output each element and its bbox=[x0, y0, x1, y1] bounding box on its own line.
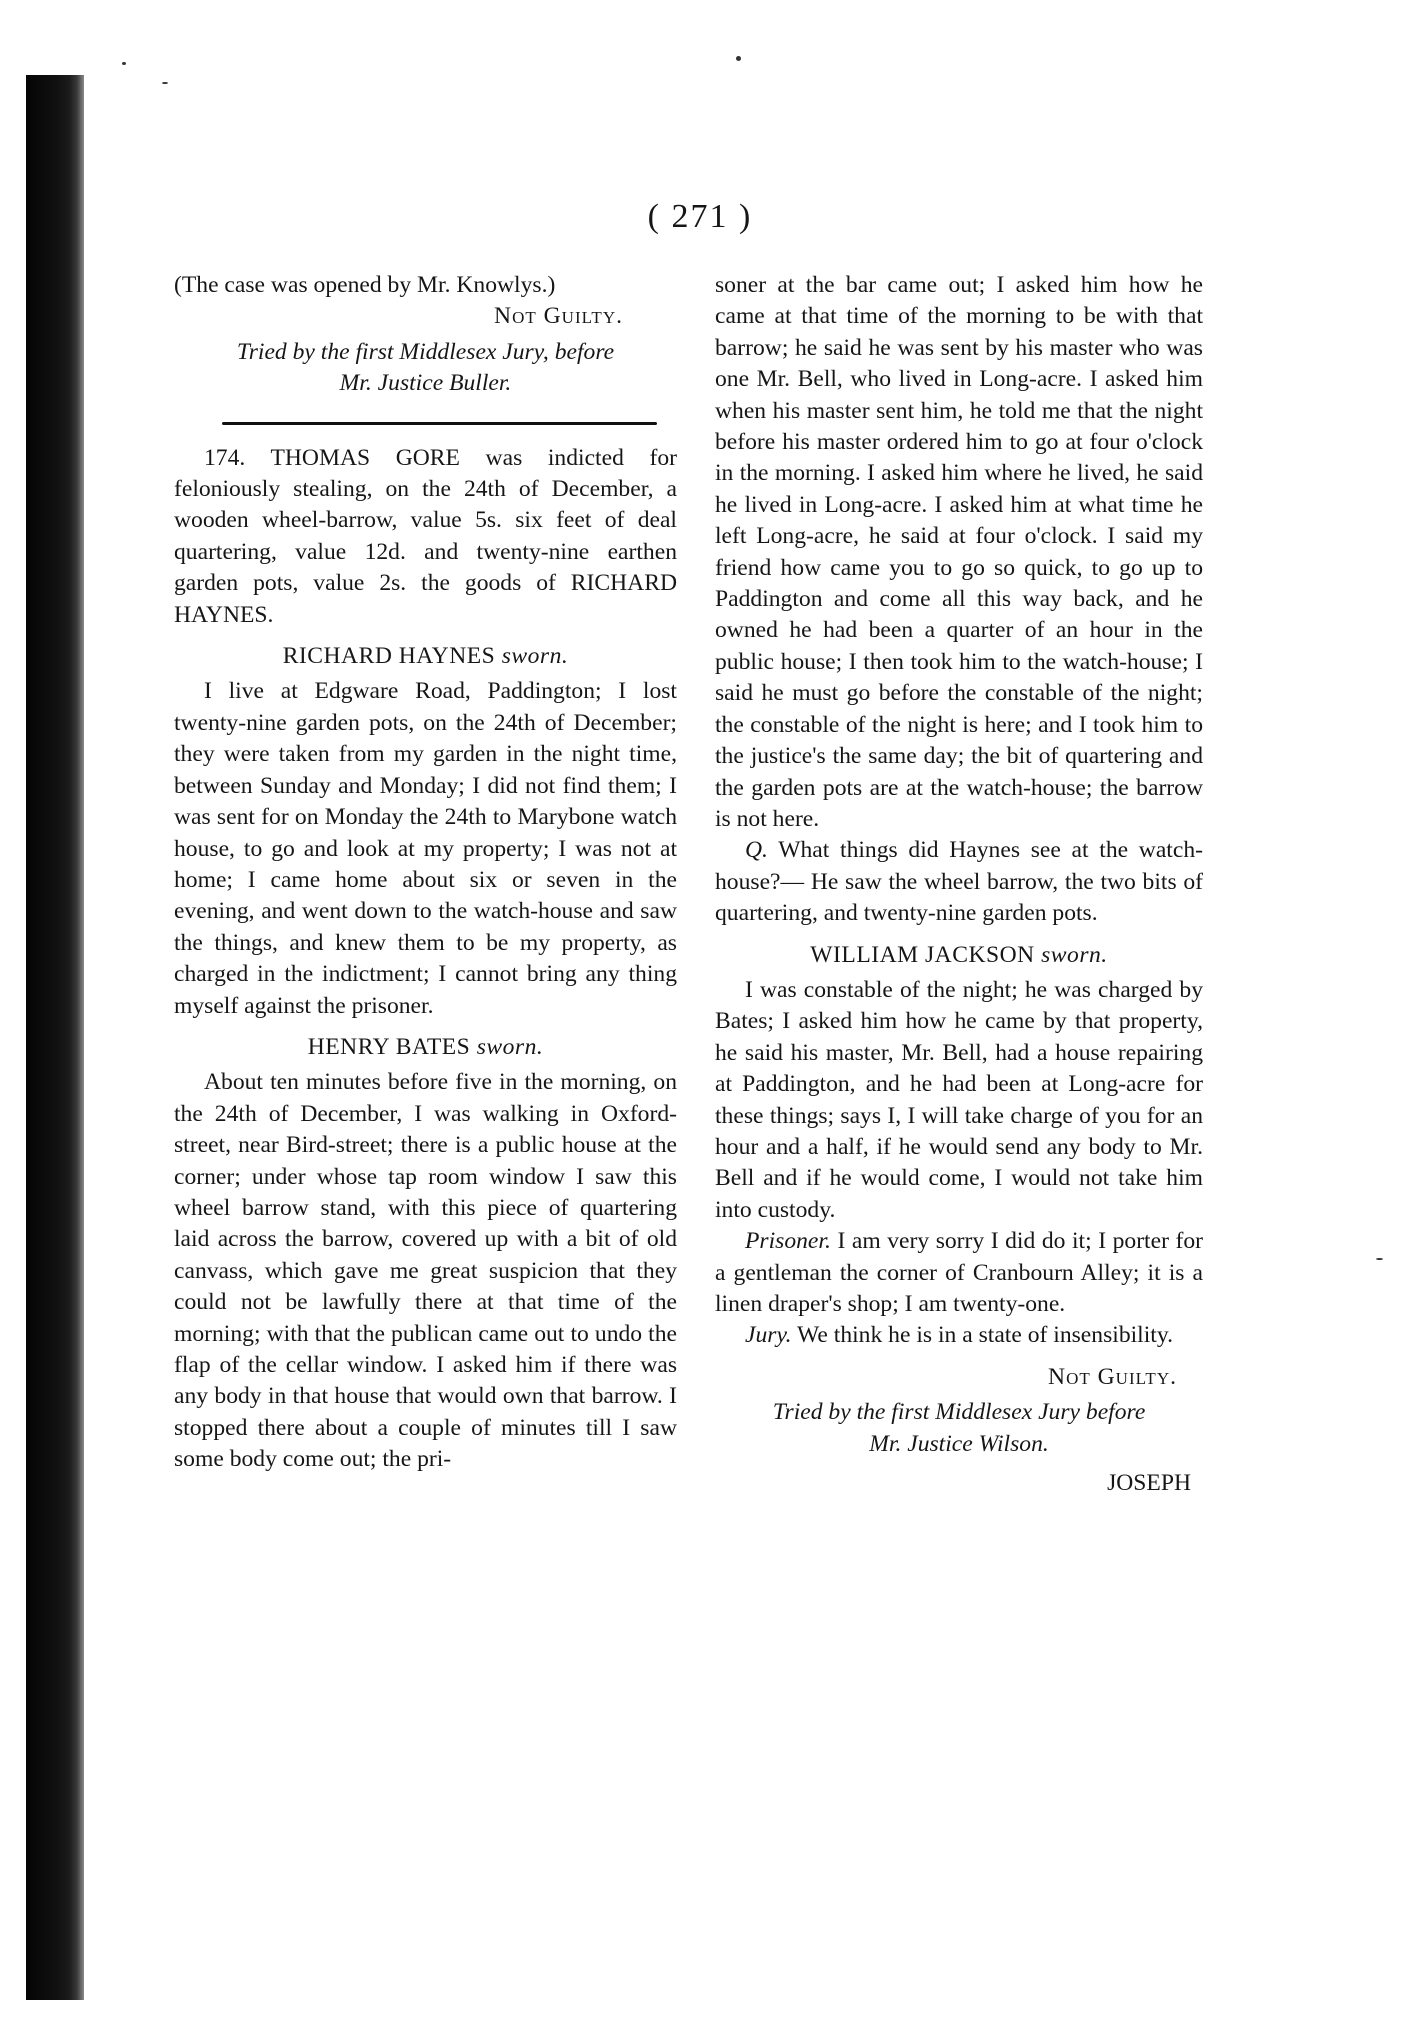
catchword: JOSEPH bbox=[1107, 1470, 1191, 1497]
verdict-not-guilty: Not Guilty. bbox=[1048, 1363, 1177, 1390]
case-opening-note: (The case was opened by Mr. Knowlys.) bbox=[174, 272, 556, 298]
sworn-label: sworn. bbox=[501, 643, 569, 670]
question-marker: Q. bbox=[745, 837, 768, 864]
jury-text: We think he is in a state of insensibility. bbox=[797, 1322, 1173, 1349]
verdict-not-guilty: Not Guilty. bbox=[494, 303, 623, 330]
testimony-paragraph: About ten minutes before five in the morning, on the 24th of December, I was walking in Oxford-street, near Bird-street; there is a public house at the corner; under whose tap room window I saw this wheel barrow stand, with this piece of quartering laid across the barrow, covered up with a bit of old canvass, which gave me great suspicion that they could not be lawfully there at that time of the morning; with that the publican came out to undo the flap of the cellar window. I asked him if there was any body in that house that would own that barrow. I stopped there about a couple of minutes till I saw some body come out; the pri- bbox=[174, 1069, 677, 1473]
witness-name: HENRY BATES bbox=[307, 1033, 471, 1060]
jury-label: Jury. bbox=[745, 1322, 792, 1349]
question-text: What things did Haynes see at the watch-house?— He saw the wheel barrow, the two bits of quartering, and twenty-nine garden pots. bbox=[715, 837, 1203, 927]
left-column bbox=[174, 270, 677, 1476]
testimony-paragraph: I was constable of the night; he was charged by Bates; I asked him how he came by that property, he said his master, Mr. Bell, had a house repairing at Paddington, and he had been at Long-acre for these things; says I, I will take charge of you for an hour and a half, if he would send any body to Mr. Bell and if he would come, I would not take him into custody. bbox=[715, 976, 1203, 1223]
jury-statement bbox=[715, 1320, 1203, 1351]
indictment-paragraph: 174. THOMAS GORE was indicted for feloniously stealing, on the 24th of December, a wooden wheel-barrow, value 5s. six feet of deal quartering, value 12d. and twenty-nine earthen garden pots, value 2s. the goods of RICHARD HAYNES. bbox=[174, 444, 677, 628]
tried-by-line: Tried by the first Middlesex Jury before bbox=[772, 1399, 1146, 1426]
right-column bbox=[715, 270, 1203, 1499]
sworn-label: sworn. bbox=[476, 1033, 544, 1060]
witness-heading bbox=[174, 1032, 677, 1063]
margin-speck bbox=[162, 82, 168, 84]
testimony-continuation: soner at the bar came out; I asked him how he came at that time of the morning to be with that barrow; he said he was sent by his master who was one Mr. Bell, who lived in Long-acre. I asked him when his master sent him, he told me that the night before his master ordered him to go at four o'clock in the morning. I asked him where he lived, he said he lived in Long-acre. I asked him at what time he left Long-acre, he said at four o'clock. I said my friend how came you to go so quick, to go up to Paddington and come all this way back, and he owned he had been a quarter of an hour in the public house; I then took him to the watch-house; I said he must go before the constable of the night; the constable of the night is here; and I took him to the justice's the same day; the bit of quartering and the garden pots are at the watch-house; the barrow is not here. bbox=[715, 272, 1203, 832]
margin-speck bbox=[736, 56, 741, 61]
binding-shadow bbox=[26, 75, 84, 2000]
justice-name: Mr. Justice Buller. bbox=[339, 370, 512, 397]
testimony-paragraph: I live at Edgware Road, Paddington; I lost twenty-nine garden pots, on the 24th of December; they were taken from my garden in the night time, between Sunday and Monday; I did not find them; I was sent for on Monday the 24th to Marybone watch house, to go and look at my property; I was not at home; I came home about six or seven in the evening, and went down to the watch-house and saw the things, and knew them to be my property, as charged in the indictment; I cannot bring any thing myself against the prisoner. bbox=[174, 678, 677, 1019]
witness-heading bbox=[715, 940, 1203, 971]
prisoner-statement bbox=[715, 1226, 1203, 1320]
witness-heading bbox=[174, 641, 677, 672]
prisoner-label: Prisoner. bbox=[745, 1228, 831, 1255]
justice-name: Mr. Justice Wilson. bbox=[869, 1430, 1049, 1457]
margin-speck bbox=[1376, 1258, 1383, 1260]
section-divider bbox=[222, 422, 657, 425]
page-number: ( 271 ) bbox=[647, 198, 753, 235]
prisoner-text: I am very sorry I did do it; I porter for a gentleman the corner of Cranbourn Alley; it is a linen draper's shop; I am twenty-one. bbox=[715, 1228, 1204, 1317]
question-paragraph bbox=[715, 835, 1203, 929]
witness-name: WILLIAM JACKSON bbox=[810, 941, 1035, 968]
sworn-label: sworn. bbox=[1041, 941, 1108, 968]
margin-speck bbox=[122, 62, 126, 65]
tried-by-line: Tried by the first Middlesex Jury, before bbox=[236, 338, 615, 365]
witness-name: RICHARD HAYNES bbox=[282, 643, 496, 670]
